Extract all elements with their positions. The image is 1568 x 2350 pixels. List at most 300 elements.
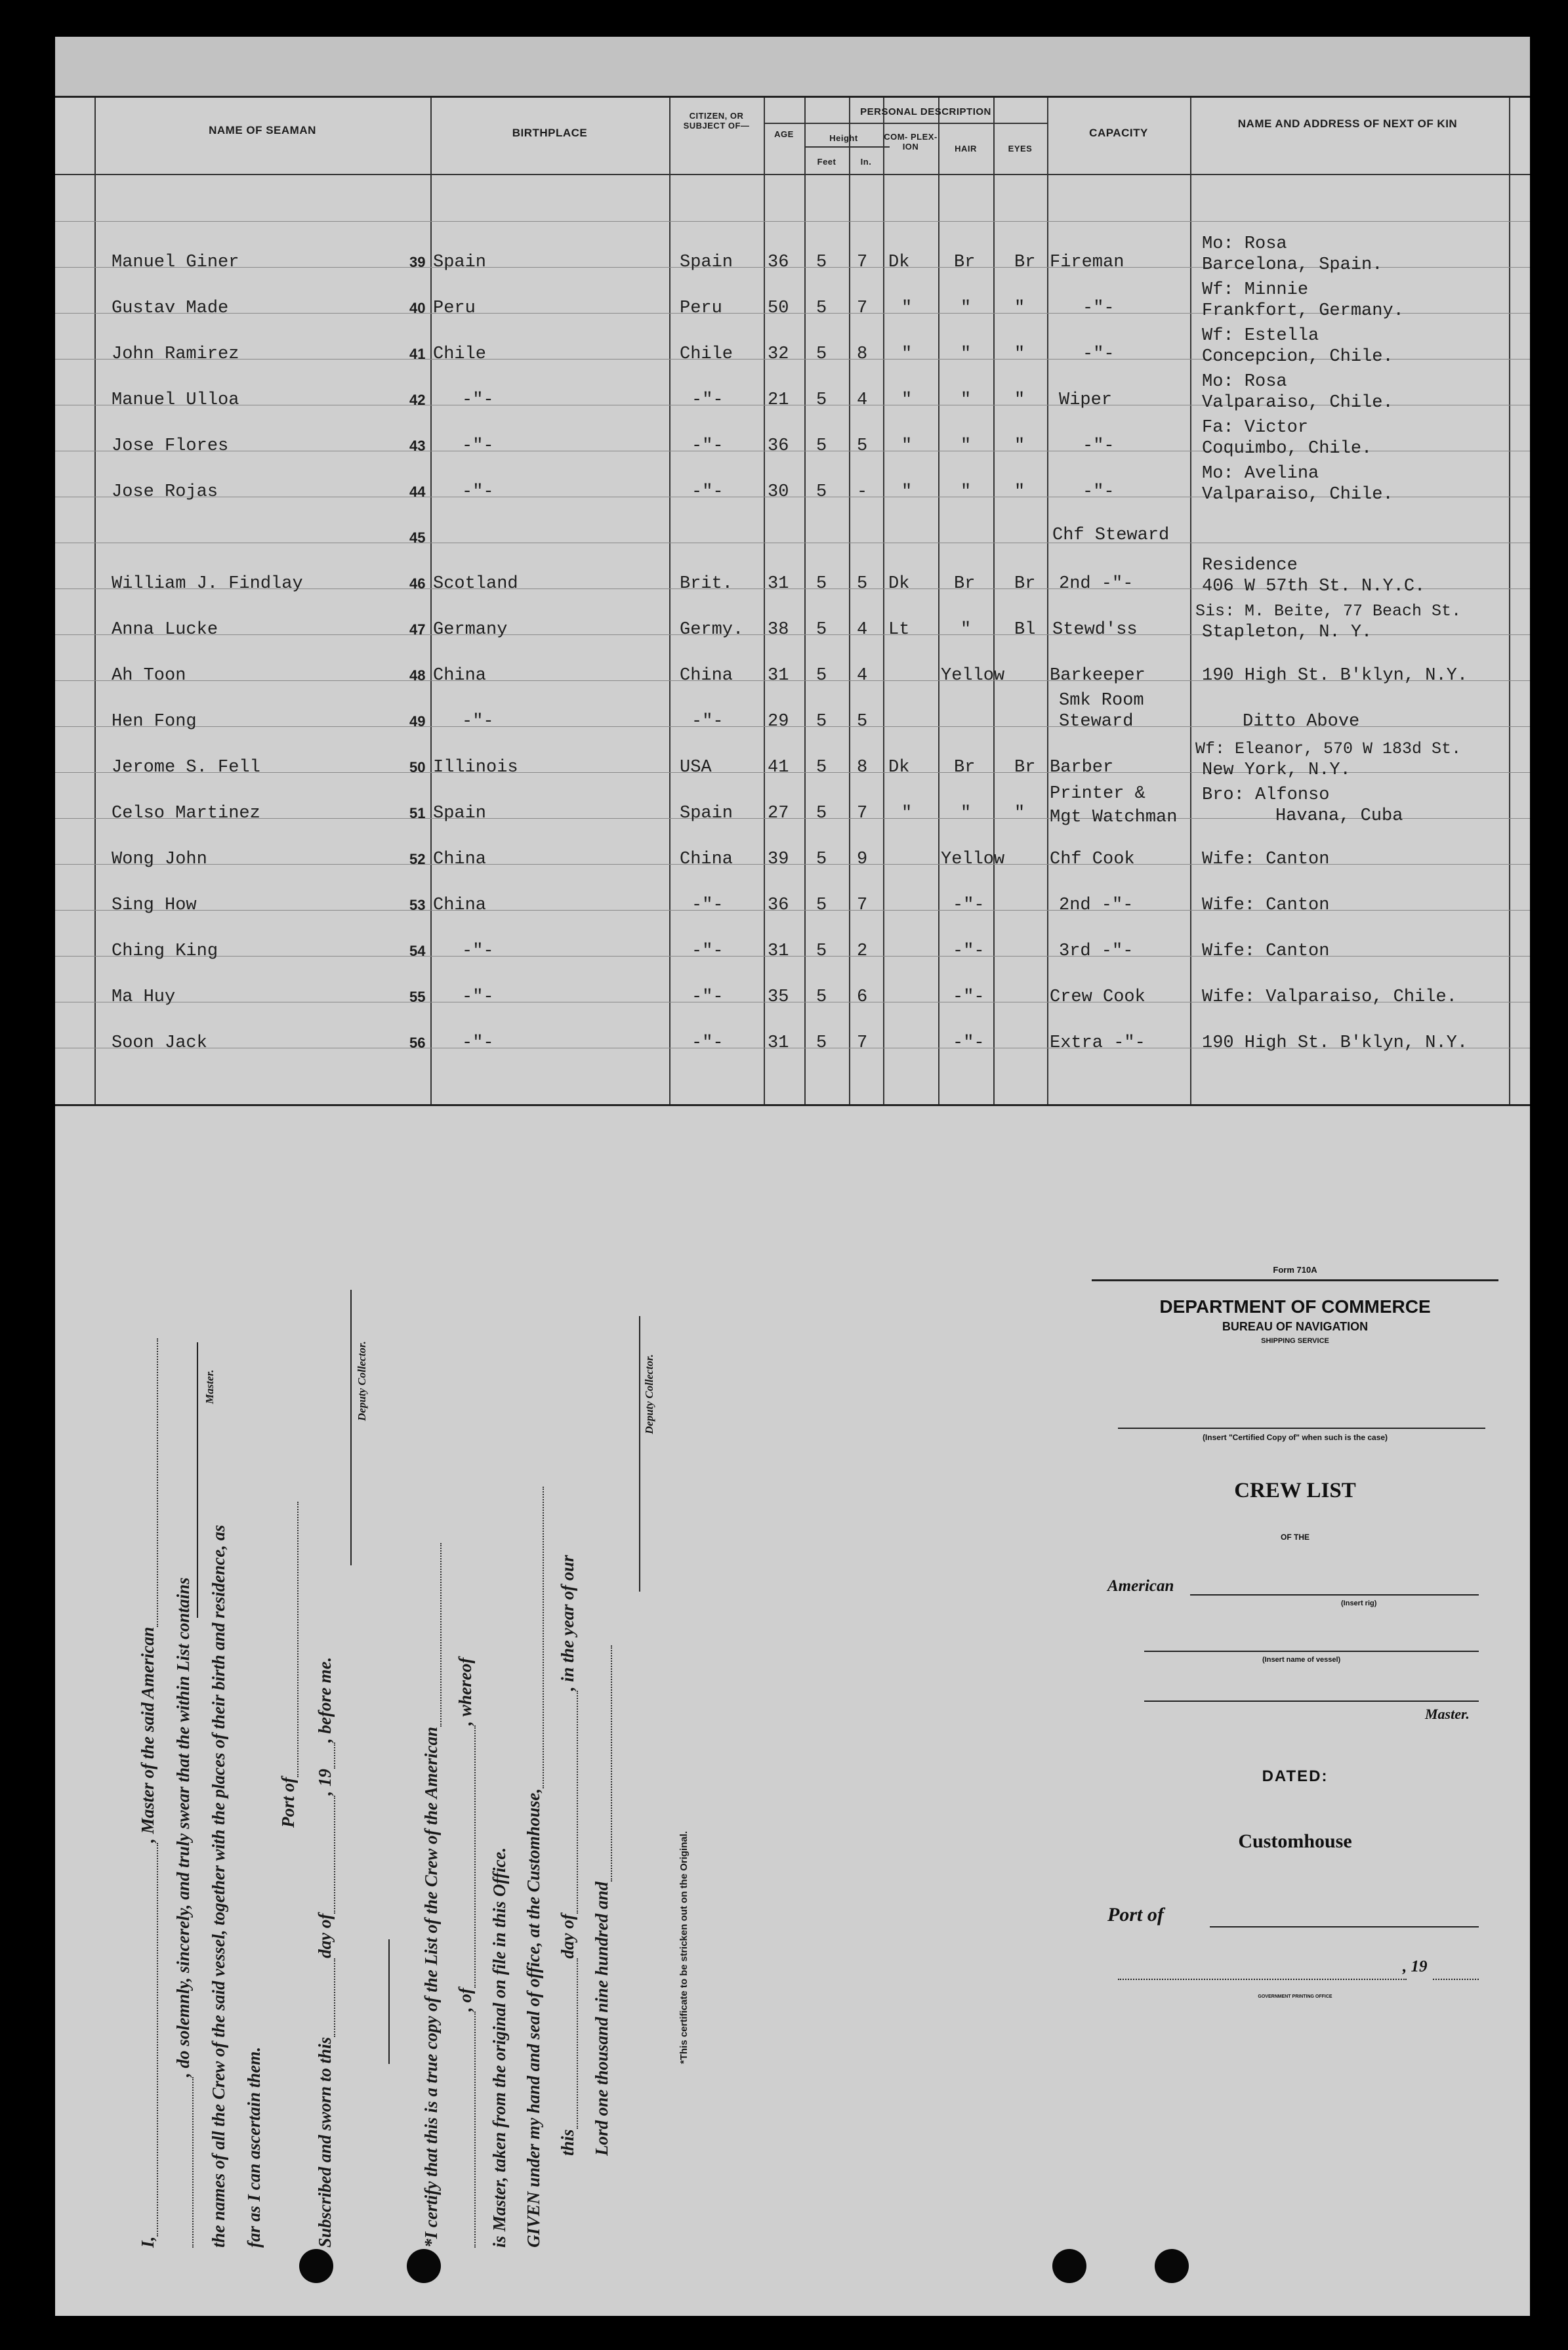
citizen: -"- (691, 436, 724, 456)
of-whereof-line (455, 1658, 476, 2248)
birthplace: Spain (433, 253, 487, 272)
kin-line-1: 190 High St. B'klyn, N.Y. (1202, 666, 1468, 686)
footnote: *This certificate to be stricken out on the Original. (678, 1830, 690, 2064)
capacity: Stewd'ss (1052, 620, 1138, 640)
complexion: " (901, 436, 913, 456)
citizen: Brit. (680, 574, 733, 594)
citizen: Spain (680, 804, 733, 823)
blank (320, 1796, 335, 1914)
table-row (55, 1033, 1530, 1060)
height-feet: 5 (816, 299, 827, 318)
complexion: " (901, 344, 913, 364)
deputy-label-2: Deputy Collector. (643, 1354, 655, 1434)
height-feet: 5 (816, 804, 827, 823)
height-rule (804, 146, 890, 148)
hair-color: -"- (953, 1033, 985, 1053)
age: 41 (768, 758, 789, 777)
eyes: Br (1014, 758, 1036, 777)
citizen: -"- (691, 390, 724, 410)
kin-line-1: Mo: Avelina (1202, 464, 1319, 484)
lord-line (592, 1645, 612, 2156)
insert-vessel-note: (Insert name of vessel) (1262, 1656, 1341, 1664)
capacity: -"- (1083, 299, 1115, 318)
age: 31 (768, 574, 789, 594)
header-birthplace: BIRTHPLACE (512, 127, 588, 139)
row-number: 46 (409, 575, 426, 592)
blank (460, 1725, 476, 1988)
hair-color: -"- (953, 896, 985, 915)
seaman-name: Ma Huy (112, 987, 176, 1007)
height-feet: 5 (816, 758, 827, 777)
citizen: -"- (691, 482, 724, 502)
height-inches: 5 (857, 436, 868, 456)
citizen: -"- (691, 941, 724, 961)
kin-line-2: Concepcion, Chile. (1202, 347, 1393, 367)
row-number: 42 (409, 392, 426, 408)
table-row (55, 418, 1530, 463)
kin-line-1: Wife: Canton (1202, 941, 1330, 961)
age: 27 (768, 804, 789, 823)
kin-line-1: Wife: Canton (1202, 850, 1330, 869)
is-master-line: is Master, taken from the original on file in this Office. (489, 1847, 509, 2248)
citizen: Germy. (680, 620, 744, 640)
complexion: " (901, 390, 913, 410)
form-label: Form 710A (1273, 1265, 1317, 1275)
blank-vessel (142, 1338, 158, 1627)
citizen: China (680, 666, 733, 686)
height-inches: 4 (857, 666, 868, 686)
blank (426, 1543, 442, 1727)
birthplace: Peru (433, 299, 476, 318)
kin-line-1: Wf: Estella (1202, 326, 1319, 346)
oath-text: this (558, 2129, 577, 2156)
insert-rig-note: (Insert rig) (1341, 1599, 1377, 1607)
date-line (1118, 1979, 1407, 1980)
oath-text: , of (455, 1988, 475, 2011)
hair: " (960, 299, 972, 318)
certify-line (421, 1543, 442, 2248)
seaman-name: Jose Flores (112, 436, 229, 456)
kin-line-1: Wife: Canton (1202, 896, 1330, 915)
seaman-name: Gustav Made (112, 299, 229, 318)
port-of-label: Port of (278, 1777, 298, 1828)
top-margin-band (55, 37, 1530, 96)
hair: " (960, 804, 972, 823)
hair: Br (954, 253, 976, 272)
height-inches: 8 (857, 758, 868, 777)
row-rule (55, 221, 1530, 222)
seaman-name: Ah Toon (112, 666, 186, 686)
citizen: Chile (680, 344, 733, 364)
deputy-label: Deputy Collector. (356, 1341, 368, 1421)
header-personal-description: PERSONAL DESCRIPTION (860, 106, 991, 117)
kin-line-1: Ditto Above (1243, 712, 1360, 732)
hair-color: Yellow (941, 666, 1005, 686)
seaman-name: Wong John (112, 850, 207, 869)
birthplace: -"- (462, 482, 494, 502)
citizen: Spain (680, 253, 733, 272)
oath-text: , do solemnly, sincerely, and truly swear that the within List contains (173, 1577, 193, 2077)
capacity: Mgt Watchman (1050, 808, 1178, 827)
oath-line-4: far as I can ascertain them. (244, 2046, 264, 2248)
kin-line-1: Mo: Rosa (1202, 372, 1287, 392)
subscribed-line (315, 1657, 335, 2248)
hair: Br (954, 758, 976, 777)
capacity: Barkeeper (1050, 666, 1145, 686)
kin-line-2: Frankfort, Germany. (1202, 301, 1404, 321)
height-feet: 5 (816, 574, 827, 594)
capacity: Extra -"- (1050, 1033, 1145, 1053)
blank (596, 1645, 612, 1882)
birthplace: China (433, 850, 487, 869)
port-of-label-cover: Port of (1107, 1904, 1164, 1926)
crew-list-cover (1092, 1244, 1498, 2110)
row-number: 48 (409, 667, 426, 684)
kin-line-2: Valparaiso, Chile. (1202, 393, 1393, 413)
table-row (55, 372, 1530, 417)
citizen: -"- (691, 1033, 724, 1053)
table-row (55, 739, 1530, 784)
oath-text: Lord one thousand nine hundred and (592, 1882, 611, 2156)
kin-line-1: Bro: Alfonso (1202, 785, 1330, 805)
oath-text: , 19 (315, 1769, 335, 1796)
seaman-name: Anna Lucke (112, 620, 218, 640)
hair: " (960, 436, 972, 456)
capacity: 2nd -"- (1059, 896, 1134, 915)
port-line (1210, 1926, 1479, 1927)
height-inches: 7 (857, 253, 868, 272)
age: 35 (768, 987, 789, 1007)
punch-hole (299, 2249, 333, 2283)
seaman-name: Ching King (112, 941, 218, 961)
master-signature-line (197, 1342, 198, 1618)
port-of-line (278, 1502, 299, 1828)
punch-hole (1052, 2249, 1086, 2283)
header-inches: In. (860, 157, 872, 167)
height-feet: 5 (816, 712, 827, 732)
row-number: 51 (409, 805, 426, 821)
oath-text: *I certify that this is a true copy of the List of the Crew of the American (421, 1727, 441, 2248)
birthplace: -"- (462, 987, 494, 1007)
blank (528, 1487, 544, 1788)
height-inches: - (857, 482, 868, 502)
blank (562, 1691, 578, 1914)
eyes: " (1014, 299, 1025, 318)
kin-line-1: 190 High St. B'klyn, N.Y. (1202, 1033, 1468, 1053)
given-line (524, 1487, 544, 2248)
table-row (55, 464, 1530, 508)
row-number: 52 (409, 851, 426, 867)
eyes: " (1014, 804, 1025, 823)
blank (562, 1958, 578, 2129)
citizen: -"- (691, 896, 724, 915)
birthplace: -"- (462, 436, 494, 456)
height-feet: 5 (816, 850, 827, 869)
oath-text: Subscribed and sworn to this (315, 2036, 335, 2248)
department-title: DEPARTMENT OF COMMERCE (1159, 1296, 1431, 1317)
eyes: Br (1014, 574, 1036, 594)
age: 36 (768, 436, 789, 456)
oath-line-2 (173, 1577, 194, 2248)
citizen: -"- (691, 987, 724, 1007)
seaman-name: Celso Martinez (112, 804, 260, 823)
height-inches: 5 (857, 712, 868, 732)
age: 50 (768, 299, 789, 318)
complexion: " (901, 482, 913, 502)
table-row (55, 896, 1530, 922)
capacity: Chf Cook (1050, 850, 1135, 869)
oath-text: , whereof (455, 1657, 475, 1725)
header-eyes: EYES (1008, 144, 1033, 154)
master-label: Master. (203, 1369, 216, 1404)
row-number: 55 (409, 989, 426, 1005)
complexion: Dk (888, 758, 910, 777)
height-feet: 5 (816, 987, 827, 1007)
blank (320, 1742, 335, 1769)
oath-text: I, (138, 2236, 157, 2248)
year-line (1433, 1979, 1479, 1980)
citizen: China (680, 850, 733, 869)
eyes: " (1014, 390, 1025, 410)
cover-rule (1092, 1279, 1498, 1281)
height-inches: 5 (857, 574, 868, 594)
capacity-note: Printer & (1050, 784, 1145, 804)
seaman-name: Sing How (112, 896, 197, 915)
birthplace: -"- (462, 941, 494, 961)
birthplace: China (433, 666, 487, 686)
age: 31 (768, 941, 789, 961)
row-number: 49 (409, 713, 426, 730)
row-number: 44 (409, 484, 426, 500)
height-feet: 5 (816, 390, 827, 410)
blank (178, 2077, 194, 2248)
table-row (55, 280, 1530, 325)
age: 39 (768, 850, 789, 869)
kin-line-1: Residence (1202, 556, 1298, 575)
height-feet: 5 (816, 344, 827, 364)
of-the-label: OF THE (1281, 1533, 1310, 1542)
crew-list-document (55, 37, 1530, 2316)
complexion: " (901, 804, 913, 823)
complexion: Dk (888, 253, 910, 272)
row-number: 47 (409, 621, 426, 638)
kin-line-1: Wife: Valparaiso, Chile. (1202, 987, 1457, 1007)
age: 31 (768, 666, 789, 686)
hair: Br (954, 574, 976, 594)
capacity-note: Chf Steward (1052, 526, 1170, 545)
hair-color: -"- (953, 987, 985, 1007)
height-feet: 5 (816, 666, 827, 686)
kin-line-2: Valparaiso, Chile. (1202, 485, 1393, 505)
header-height: Height (829, 133, 858, 143)
row-number: 50 (409, 759, 426, 775)
seaman-name: John Ramirez (112, 344, 239, 364)
seaman-name: Jerome S. Fell (112, 758, 260, 777)
oath-line-3: the names of all the Crew of the said vessel, together with the places of their birth and residence, as (209, 1525, 228, 2248)
seaman-name: Soon Jack (112, 1033, 207, 1053)
row-number: 56 (409, 1035, 426, 1051)
kin-line-2: Coquimbo, Chile. (1202, 439, 1372, 459)
kin-line-1: Sis: M. Beite, 77 Beach St. (1195, 602, 1462, 621)
seaman-name: Hen Fong (112, 712, 197, 732)
kin-line-2: Havana, Cuba (1275, 806, 1403, 826)
oath-text: , in the year of our (558, 1555, 577, 1691)
eyes: " (1014, 482, 1025, 502)
this-day-line (558, 1555, 578, 2156)
birthplace: China (433, 896, 487, 915)
oath-text: GIVEN under my hand and seal of office, at the Customhouse, (524, 1788, 543, 2248)
kin-line-1: Wf: Eleanor, 570 W 183d St. (1195, 739, 1462, 758)
height-inches: 8 (857, 344, 868, 364)
height-feet: 5 (816, 620, 827, 640)
citizen: -"- (691, 712, 724, 732)
table-row (55, 666, 1530, 692)
age: 31 (768, 1033, 789, 1053)
table-row (55, 556, 1530, 600)
blank (460, 2011, 476, 2248)
header-next-of-kin: NAME AND ADDRESS OF NEXT OF KIN (1237, 117, 1458, 130)
master-line (1144, 1701, 1479, 1702)
short-rule (388, 1939, 390, 2064)
seaman-name: Jose Rojas (112, 482, 218, 502)
oath-text: day of (315, 1913, 335, 1958)
height-feet: 5 (816, 436, 827, 456)
customhouse-label: Customhouse (1238, 1830, 1352, 1852)
hair: " (960, 620, 972, 640)
blank-master-name (142, 1843, 158, 2237)
age: 36 (768, 896, 789, 915)
complexion: Dk (888, 574, 910, 594)
bureau-title: BUREAU OF NAVIGATION (1222, 1320, 1369, 1333)
kin-line-1: Fa: Victor (1202, 418, 1309, 438)
table-row (55, 691, 1530, 738)
hair-color: Yellow (941, 850, 1005, 869)
blank (320, 1958, 335, 2037)
header-feet: Feet (817, 157, 836, 167)
table-row (55, 987, 1530, 1014)
birthplace: -"- (462, 390, 494, 410)
dated-label: DATED: (1262, 1767, 1329, 1785)
capacity-note: Smk Room (1059, 691, 1144, 711)
row-number: 41 (409, 346, 426, 362)
printer-imprint: GOVERNMENT PRINTING OFFICE (1258, 1994, 1332, 1999)
header-name: NAME OF SEAMAN (209, 124, 316, 136)
service-title: SHIPPING SERVICE (1261, 1337, 1329, 1345)
capacity: Crew Cook (1050, 987, 1145, 1007)
row-number: 43 (409, 438, 426, 454)
oath-block (75, 1224, 980, 2248)
height-feet: 5 (816, 941, 827, 961)
height-inches: 2 (857, 941, 868, 961)
citizen: Peru (680, 299, 722, 318)
master-label-cover: Master. (1425, 1706, 1470, 1722)
height-inches: 4 (857, 390, 868, 410)
table-row (55, 941, 1530, 968)
hair-color: -"- (953, 941, 985, 961)
row-number: 54 (409, 943, 426, 959)
age: 21 (768, 390, 789, 410)
header-citizen: CITIZEN, OR SUBJECT OF— (683, 111, 750, 131)
capacity: 2nd -"- (1059, 574, 1134, 594)
kin-line-2: Barcelona, Spain. (1202, 255, 1383, 275)
seaman-name: Manuel Giner (112, 253, 239, 272)
complexion: " (901, 299, 913, 318)
height-inches: 9 (857, 850, 868, 869)
birthplace: Germany (433, 620, 508, 640)
table-row (55, 528, 1530, 554)
capacity: Barber (1050, 758, 1114, 777)
deputy-signature-line-2 (639, 1316, 640, 1592)
table-row (55, 602, 1530, 646)
height-feet: 5 (816, 1033, 827, 1053)
oath-text: day of (558, 1914, 577, 1959)
birthplace: Scotland (433, 574, 518, 594)
table-row (55, 234, 1530, 279)
height-inches: 7 (857, 804, 868, 823)
capacity: -"- (1083, 436, 1115, 456)
height-inches: 7 (857, 1033, 868, 1053)
height-inches: 6 (857, 987, 868, 1007)
kin-line-2: 406 W 57th St. N.Y.C. (1202, 577, 1426, 596)
capacity: Steward (1059, 712, 1134, 732)
header-complexion: COM- PLEX- ION (884, 132, 938, 152)
hair: " (960, 390, 972, 410)
birthplace: -"- (462, 712, 494, 732)
hair: " (960, 344, 972, 364)
age: 38 (768, 620, 789, 640)
insert-certified-note: (Insert "Certified Copy of" when such is the case) (1202, 1433, 1388, 1442)
height-inches: 7 (857, 896, 868, 915)
rig-line (1190, 1594, 1479, 1596)
blank-port (283, 1502, 299, 1777)
capacity: -"- (1083, 482, 1115, 502)
crew-list-title: CREW LIST (1234, 1479, 1356, 1502)
capacity: 3rd -"- (1059, 941, 1134, 961)
complexion: Lt (888, 620, 910, 640)
capacity: Fireman (1050, 253, 1124, 272)
age: 29 (768, 712, 789, 732)
table-row (55, 784, 1530, 830)
eyes: Bl (1014, 620, 1036, 640)
seaman-name: William J. Findlay (112, 574, 303, 594)
height-feet: 5 (816, 253, 827, 272)
birthplace: Chile (433, 344, 487, 364)
kin-line-2: Stapleton, N. Y. (1202, 623, 1372, 642)
height-feet: 5 (816, 482, 827, 502)
personal-desc-rule (764, 123, 1047, 124)
oath-text: , Master of the said American (138, 1626, 157, 1843)
age: 32 (768, 344, 789, 364)
height-inches: 4 (857, 620, 868, 640)
table-row (55, 326, 1530, 371)
age: 36 (768, 253, 789, 272)
citizen: USA (680, 758, 712, 777)
american-label: American (1107, 1577, 1174, 1595)
eyes: Br (1014, 253, 1036, 272)
capacity: -"- (1083, 344, 1115, 364)
certified-copy-line (1118, 1428, 1485, 1429)
nineteen-label: , 19 (1403, 1958, 1428, 1975)
eyes: " (1014, 344, 1025, 364)
oath-text: , before me. (315, 1657, 335, 1743)
birthplace: Illinois (433, 758, 518, 777)
eyes: " (1014, 436, 1025, 456)
row-number: 45 (409, 529, 426, 546)
vessel-name-line (1144, 1651, 1479, 1652)
age: 30 (768, 482, 789, 502)
hair: " (960, 482, 972, 502)
header-hair: HAIR (955, 144, 977, 154)
